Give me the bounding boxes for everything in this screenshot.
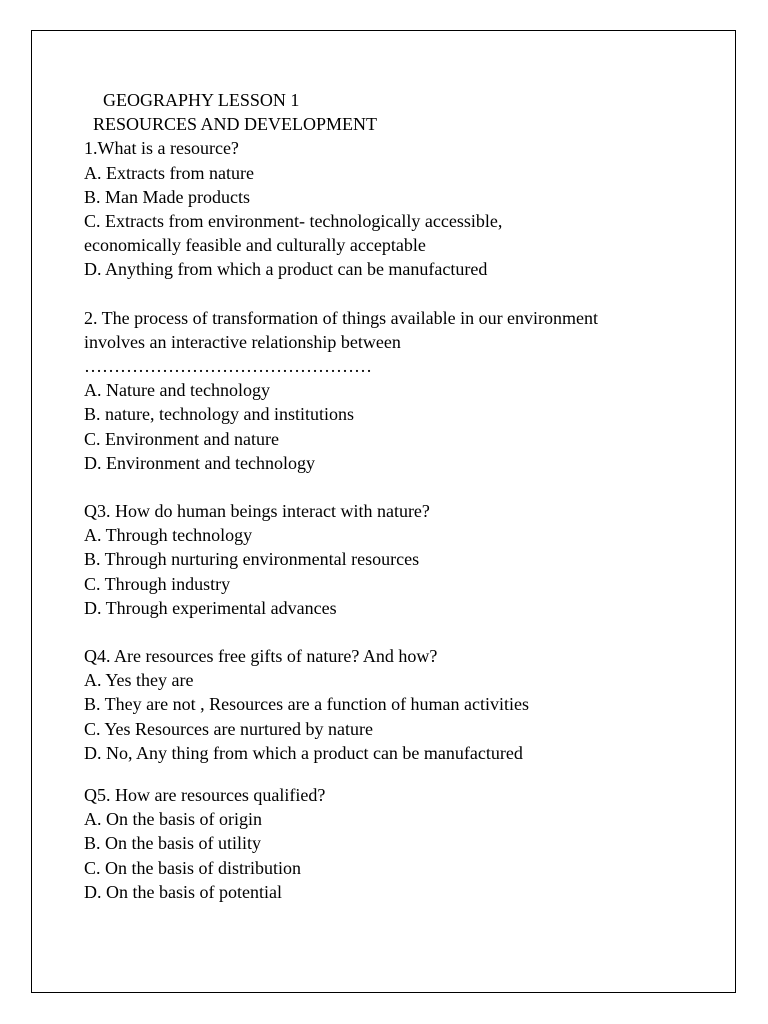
- question-1-option-a: A. Extracts from nature: [84, 162, 254, 183]
- question-1-text: 1.What is a resource?: [84, 138, 239, 159]
- question-2-option-c: C. Environment and nature: [84, 428, 279, 449]
- question-4-option-b: B. They are not , Resources are a function of human activities: [84, 694, 530, 715]
- question-3-option-a: A. Through technology: [84, 525, 253, 546]
- question-4-option-c: C. Yes Resources are nurtured by nature: [84, 718, 373, 739]
- question-4-option-d: D. No, Any thing from which a product can be manufactured: [84, 742, 523, 763]
- question-4-text: Q4. Are resources free gifts of nature? And how?: [84, 646, 438, 667]
- question-4-option-a: A. Yes they are: [84, 670, 194, 691]
- question-4: [84, 644, 704, 765]
- question-3: [84, 499, 704, 620]
- question-5-option-d: D. On the basis of potential: [84, 881, 282, 902]
- question-3-option-b: B. Through nurturing environmental resources: [84, 549, 420, 570]
- question-1-option-b: B. Man Made products: [84, 186, 250, 207]
- question-5-option-b: B. On the basis of utility: [84, 833, 261, 854]
- question-2-option-a: A. Nature and technology: [84, 380, 270, 401]
- document-body: [84, 88, 704, 904]
- question-3-option-d: D. Through experimental advances: [84, 597, 337, 618]
- question-2-text: 2. The process of transformation of things available in our environment: [84, 307, 599, 328]
- question-5-text: Q5. How are resources qualified?: [84, 785, 326, 806]
- question-3-text: Q3. How do human beings interact with nature?: [84, 501, 430, 522]
- question-1: [84, 136, 704, 281]
- question-5: [84, 783, 704, 904]
- question-1-option-c: C. Extracts from environment- technologically accessible,: [84, 211, 503, 232]
- question-5-option-a: A. On the basis of origin: [84, 809, 262, 830]
- question-5-option-c: C. On the basis of distribution: [84, 857, 301, 878]
- lesson-title: GEOGRAPHY LESSON 1: [103, 90, 300, 110]
- question-2-text-continued: involves an interactive relationship between: [84, 331, 401, 352]
- lesson-subtitle: RESOURCES AND DEVELOPMENT: [93, 114, 378, 135]
- question-2-blank: …………………………………………: [84, 356, 372, 377]
- question-2-option-d: D. Environment and technology: [84, 452, 315, 473]
- question-3-option-c: C. Through industry: [84, 573, 231, 594]
- question-1-option-d: D. Anything from which a product can be manufactured: [84, 259, 488, 280]
- question-1-option-c-continued: economically feasible and culturally acceptable: [84, 235, 426, 256]
- question-2-option-b: B. nature, technology and institutions: [84, 404, 354, 425]
- question-2: [84, 306, 704, 475]
